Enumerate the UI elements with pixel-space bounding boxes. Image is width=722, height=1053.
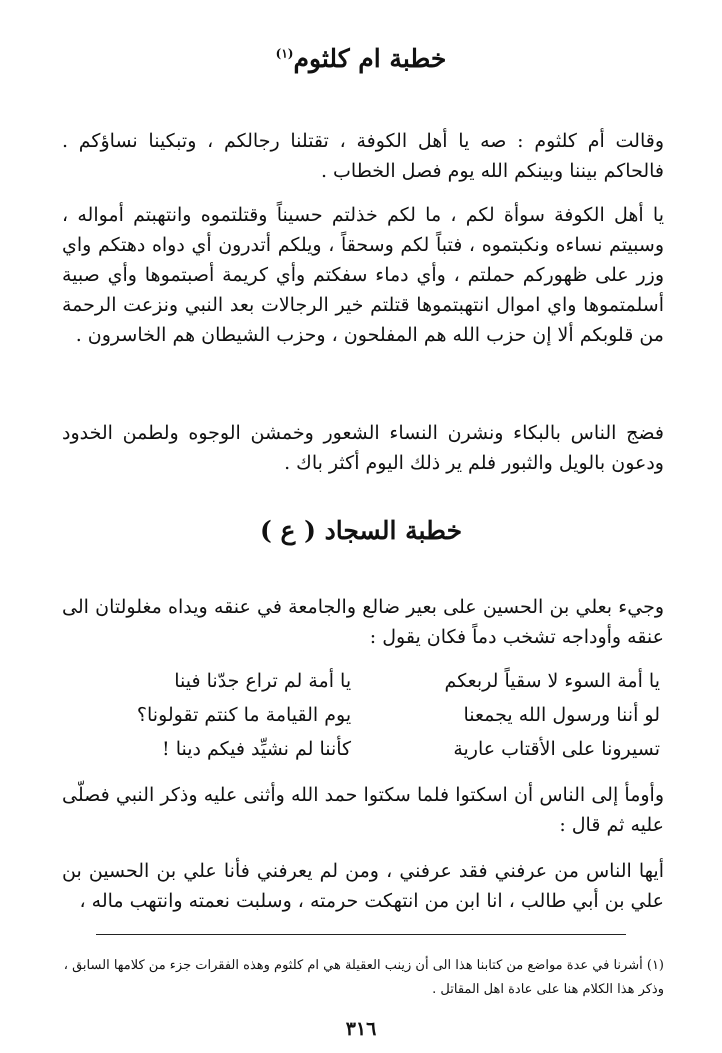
- poem-hemistich-second: كأننا لم نشيِّد فيكم دينا !: [162, 738, 352, 760]
- paragraph: فضج الناس بالبكاء ونشرن النساء الشعور وخمشن الوجوه ولطمن الخدود ودعون بالويل والثبور فلم ير ذلك اليوم أكثر باك .: [62, 422, 664, 474]
- poem-verse: [62, 698, 664, 732]
- paragraph: يا أهل الكوفة سوأة لكم ، ما لكم خذلتم حسيناً وقتلتموه وانتهبتم أمواله ، وسبيتم نساءه ونكبتموه ، فتباً لكم وسحقاً ، ويلكم أتدرون أي دواه دهتكم واي وزر على ظهوركم حملتم ، وأي دماء سفكتم وأي كريمة أصبتموها وأي صبية أسلمتموها واي اموال انتهبتموها قتلتم خير الرجالات بعد النبي ونزعت الرحمة من قلوبكم ألا إن حزب الله هم المفلحون ، وحزب الشيطان هم الخاسرون .: [62, 204, 664, 346]
- poem-hemistich-first: لو أننا ورسول الله يجمعنا: [463, 704, 660, 726]
- poem-hemistich-first: يا أمة السوء لا سقياً لربعكم: [444, 670, 660, 692]
- poem-hemistich-second: يوم القيامة ما كنتم تقولونا؟: [136, 704, 352, 726]
- paragraph-block-6: [62, 856, 664, 916]
- footnote-reference: (١): [275, 46, 294, 61]
- footnote-divider: [96, 934, 626, 935]
- heading-title: خطبة ام كلثوم: [293, 44, 447, 73]
- section-heading-umm-kulthum: [0, 44, 722, 74]
- poem-verse: [62, 664, 664, 698]
- paragraph: أيها الناس من عرفني فقد عرفني ، ومن لم يعرفني فأنا علي بن الحسين بن علي بن أبي طالب ، انا ابن من انتهكت حرمته ، وسلبت نعمته وانتهب ماله ،: [62, 860, 664, 912]
- paragraph-block-3: [62, 418, 664, 478]
- paragraph-block-2: [62, 200, 664, 350]
- page-number: ٣١٦: [345, 1018, 377, 1040]
- poem-verse: [62, 732, 664, 766]
- poem-hemistich-first: تسيرونا على الأقتاب عارية: [453, 738, 660, 760]
- paragraph: وأومأ إلى الناس أن اسكتوا فلما سكتوا حمد الله وأثنى عليه وذكر النبي فصلّى عليه ثم قال :: [62, 784, 664, 836]
- poem-hemistich-second: يا أمة لم تراع جدّنا فينا: [174, 670, 352, 692]
- paragraph: وجيء بعلي بن الحسين على بعير ضالع والجامعة في عنقه ويداه مغلولتان الى عنقه وأوداجه تشخب دماً فكان يقول :: [62, 596, 664, 648]
- paragraph: وقالت أم كلثوم : صه يا أهل الكوفة ، تقتلنا رجالكم ، وتبكينا نساؤكم . فالحاكم بيننا وبينكم الله يوم فصل الخطاب .: [62, 130, 664, 182]
- section-heading-sajjad: خطبة السجاد ( ع ): [259, 516, 463, 545]
- footnote: (١) أشرنا في عدة مواضع من كتابنا هذا الى أن زينب العقيلة هي ام كلثوم وهذه الفقرات جزء من كلامها السابق ، وذكر هذا الكلام هنا على عادة اهل المقاتل .: [63, 958, 664, 997]
- paragraph-block-1: [62, 126, 664, 186]
- poem: [62, 664, 664, 766]
- paragraph-block-5: [62, 780, 664, 840]
- paragraph-block-4: [62, 592, 664, 652]
